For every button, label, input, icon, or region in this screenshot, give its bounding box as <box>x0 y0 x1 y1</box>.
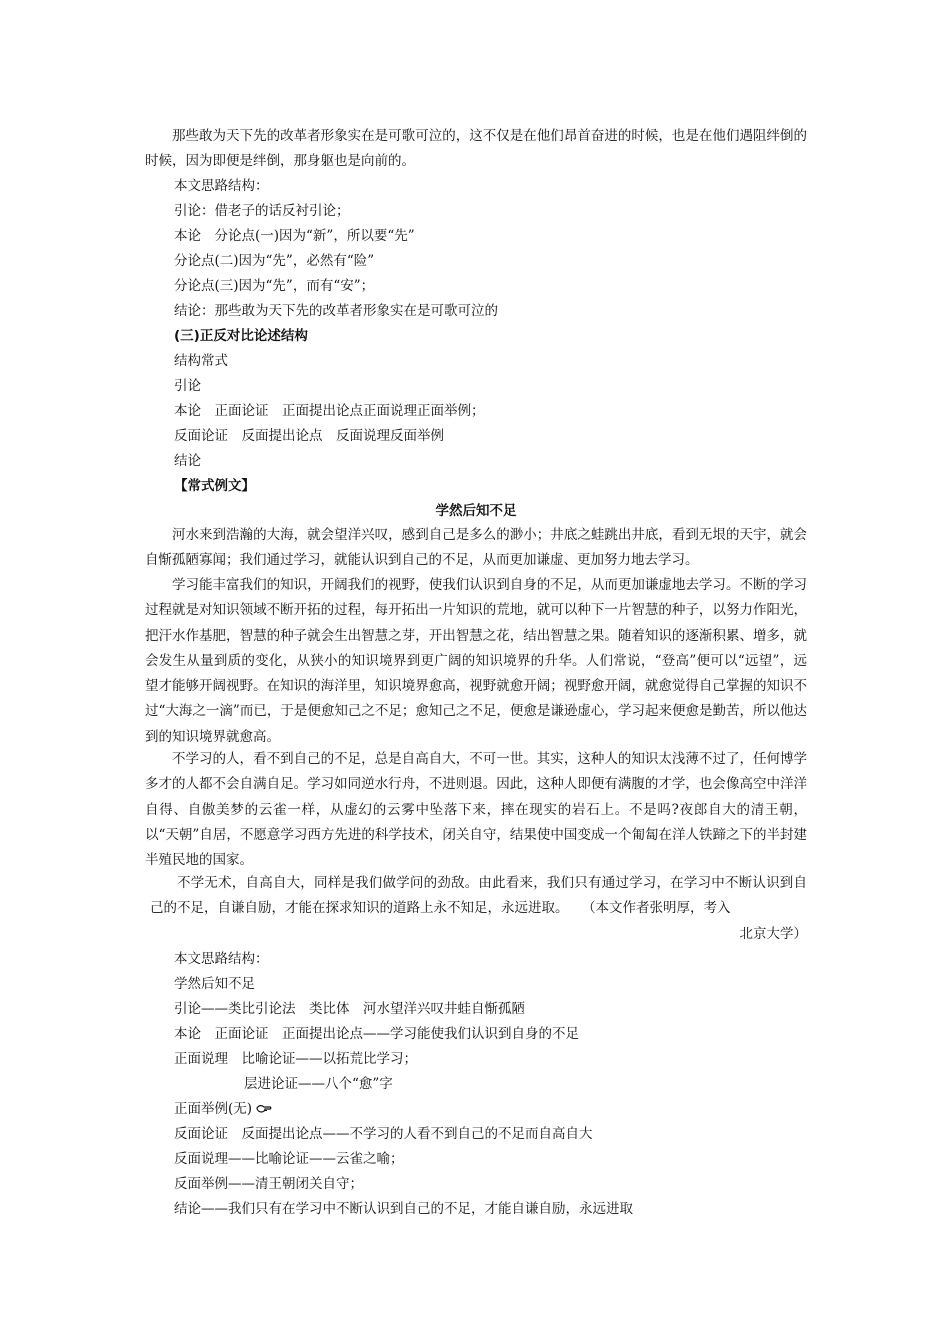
hand-pointing-icon <box>256 1098 272 1110</box>
author-note-end: 北京大学） <box>739 926 807 942</box>
pattern-line: 结论 <box>174 453 201 469</box>
outline-line: 本论 分论点(一)因为“新”，所以要“先” <box>174 228 415 244</box>
pattern-label: 结构常式 <box>174 353 228 369</box>
pattern-line: 本论 正面论证 正面提出论点正面说理正面举例； <box>174 403 485 419</box>
section-heading: (三)正反对比论述结构 <box>174 328 308 344</box>
outline2-line: 学然后知不足 <box>174 976 255 992</box>
essay-paragraph-2: 学习能丰富我们的知识，开阔我们的视野，使我们认识到自身的不足，从而更加谦虚地去学习。不断的学习过程就是对知识领域不断开拓的过程，每开拓出一片知识的荒地，就可以种下一片智慧的种子，以努力作阳光，把汗水作基肥，智慧的种子就会生出智慧之芽，开出智慧之花，结出智慧之果。随着知识的逐渐积累、增多，就会发生从量到质的变化，从狭小的知识境界到更广阔的知识境界的升华。人们常说，“登高”便可以“远望”，远望才能够开阔视野。在知识的海洋里，知识境界愈高，视野就愈开阔；视野愈开阔，就愈觉得自己掌握的知识不过“大海之一滴”而已，于是便愈知己之不足；愈知己之不足，便愈是谦逊虚心，学习起来便愈是勤苦，所以他达到的知识境界就愈高。 <box>145 577 807 745</box>
essay-paragraph-3: 不学习的人，看不到自己的不足，总是自高自大，不可一世。其实，这种人的知识太浅薄不过了，任何博学多才的人都不会自满自足。学习如同逆水行舟，不进则退。因此，这种人即便有满腹的才学，也会像高空中洋洋自得、自傲美梦的云雀一样，从虚幻的云雾中坠落下来，摔在现实的岩石上。不是吗?夜郎自大的清王朝，以“天朝”自居，不愿意学习西方先进的科学技术，闭关自守，结果使中国变成一个匍匐在洋人铁蹄之下的半封建半殖民地的国家。 <box>145 751 807 869</box>
essay-paragraph-4: 不学无术，自高自大，同样是我们做学问的劲敌。由此看来，我们只有通过学习，在学习中不断认识到自己的不足，自谦自励，才能在探求知识的道路上永不知足，永远进取。 （本文作者张明厚，考入 <box>150 875 807 917</box>
outline2-line: 本论 正面论证 正面提出论点——学习能使我们认识到自身的不足 <box>174 1026 579 1042</box>
outline-line: 分论点(三)因为“先”，而有“安”； <box>174 278 375 294</box>
outline2-line-with-icon <box>174 1097 272 1122</box>
outline2-line: 反面论证 反面提出论点——不学习的人看不到自己的不足而自高自大 <box>174 1126 593 1142</box>
intro-paragraph: 那些敢为天下先的改革者形象实在是可歌可泣的，这不仅是在他们昂首奋进的时候，也是在他们遇阻绊倒的时候，因为即便是绊倒，那身躯也是向前的。 <box>145 128 807 170</box>
outline2-line: 引论——类比引论法 类比体 河水望洋兴叹井蛙自惭孤陋 <box>174 1001 525 1017</box>
outline2-line: 结论——我们只有在学习中不断认识到自己的不足，才能自谦自励，永远进取 <box>174 1201 633 1217</box>
outline2-line-text: 正面举例(无) <box>174 1101 253 1117</box>
example-label: 【常式例文】 <box>174 478 255 494</box>
outline2-line: 反面举例——清王朝闭关自守； <box>174 1176 363 1192</box>
outline2-line: 正面说理 比喻论证——以拓荒比学习； <box>174 1051 417 1067</box>
essay-paragraph-1: 河水来到浩瀚的大海，就会望洋兴叹，感到自己是多么的渺小；井底之蛙跳出井底，看到无垠的天宇，就会自惭孤陋寡闻；我们通过学习，就能认识到自己的不足，从而更加谦虚、更加努力地去学习。 <box>145 527 807 569</box>
pattern-line: 反面论证 反面提出论点 反面说理反面举例 <box>174 428 444 444</box>
outline-line: 引论：借老子的话反衬引论； <box>174 203 350 219</box>
outline-line: 分论点(二)因为“先”，必然有“险” <box>174 253 375 269</box>
outline2-line: 反面说理——比喻论证——云雀之喻； <box>174 1151 404 1167</box>
outline2-heading: 本文思路结构： <box>174 951 269 967</box>
pattern-line: 引论 <box>174 378 201 394</box>
outline-line: 结论：那些敢为天下先的改革者形象实在是可歌可泣的 <box>174 303 498 319</box>
outline2-line: 层进论证——八个“愈”字 <box>244 1076 393 1092</box>
essay-title: 学然后知不足 <box>435 503 517 519</box>
outline-heading: 本文思路结构： <box>174 178 269 194</box>
